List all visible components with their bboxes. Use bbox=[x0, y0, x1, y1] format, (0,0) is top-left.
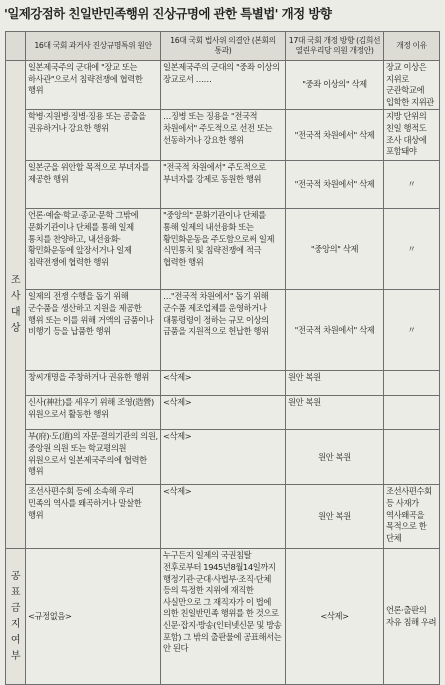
cell-original: 부(府)·도(道)의 자문·결의기관의 의원, 중앙원 의원 또는 학교평의원 위원으로서 일본제국주의에 협력한 행위 bbox=[26, 430, 161, 485]
header-blank bbox=[6, 32, 26, 61]
table-row bbox=[6, 485, 440, 549]
cell-reason bbox=[384, 430, 440, 485]
cell-passed: "전국적 차원에서" 주도적으로 부녀자를 강제로 동원한 행위 bbox=[161, 161, 286, 209]
header-row bbox=[6, 32, 440, 61]
cell-passed: <삭제> bbox=[161, 430, 286, 485]
cell-revision: <삭제> bbox=[286, 549, 384, 685]
table-row bbox=[6, 371, 440, 396]
cell-revision: "전국적 차원에서" 삭제 bbox=[286, 161, 384, 209]
table-row bbox=[6, 161, 440, 209]
cell-passed: <삭제> bbox=[161, 371, 286, 396]
cell-revision: 원안 복원 bbox=[286, 371, 384, 396]
cell-original: <규정없음> bbox=[26, 549, 161, 685]
cell-reason: 〃 bbox=[384, 161, 440, 209]
cell-original: 언론·예술·학교·종교·문학 그밖에 문화기관이나 단체를 통해 일제 통치를 찬양하고, 내선융화·황민화운동에 앞장서거나 일제 침략전쟁에 협력한 행위 bbox=[26, 209, 161, 290]
cell-reason: 언론·출판의 자유 침해 우려 bbox=[384, 549, 440, 685]
cell-revision: "중좌 이상의" 삭제 bbox=[286, 61, 384, 110]
section-publication-ban-label: 공 표 금 지 여 부 bbox=[6, 549, 26, 685]
cell-reason bbox=[384, 396, 440, 430]
table-row bbox=[6, 430, 440, 485]
header-passed-bill: 16대 국회 법사위 의결안 (본회의 통과) bbox=[161, 32, 286, 61]
table-row bbox=[6, 61, 440, 110]
cell-reason bbox=[384, 371, 440, 396]
cell-passed: …"전국적 차원에서" 돕기 위해 군수품 제조업체를 운영하거나 대통령령이 정하는 규모 이상의 금품을 지원적으로 헌납한 행위 bbox=[161, 290, 286, 371]
table-row bbox=[6, 549, 440, 685]
cell-reason: 〃 bbox=[384, 290, 440, 371]
table-row bbox=[6, 110, 440, 161]
cell-passed: 일본제국주의 군대의 "중좌 이상의 장교로서 …… bbox=[161, 61, 286, 110]
section-investigation-label: 조 사 대 상 bbox=[6, 61, 26, 549]
cell-passed: <삭제> bbox=[161, 485, 286, 549]
cell-original: 창씨개명을 주창하거나 권유한 행위 bbox=[26, 371, 161, 396]
table-row bbox=[6, 209, 440, 290]
cell-reason: 조선사편수회 등 사재가 역사왜곡을 목적으로 한 단체 bbox=[384, 485, 440, 549]
cell-revision: 원안 복원 bbox=[286, 396, 384, 430]
cell-passed: 누구든지 일제의 국권침탈 전후로부터 1945년8월14일까지 행정기관·군대·사법부·조직·단체 등의 특정한 지위에 재직한 사실만으로 그 재직자가 이 법에 의한 친일반민족 행위를 한 것으로 신문·잡지·방송(인터넷신문 및 방송 포함) 그 밖의 출판물에 공표해서는 안 된다 bbox=[161, 549, 286, 685]
revision-table bbox=[5, 31, 440, 685]
cell-original: 일본제국주의 군대에 "장교 또는 하사관"으로서 침략전쟁에 협력한 행위 bbox=[26, 61, 161, 110]
cell-revision: "중앙의" 삭제 bbox=[286, 209, 384, 290]
header-original-bill: 16대 국회 과거사 진상규명특위 원안 bbox=[26, 32, 161, 61]
cell-original: 학병·지원병·징병·징용 또는 공출을 권유하거나 강요한 행위 bbox=[26, 110, 161, 161]
cell-passed: …징병 또는 징용을 "전국적 차원에서" 주도적으로 선전 또는 선동하거나 강요한 행위 bbox=[161, 110, 286, 161]
header-reason: 개정 이유 bbox=[384, 32, 440, 61]
cell-passed: <삭제> bbox=[161, 396, 286, 430]
cell-original: 신사(神社)를 세우기 위해 조영(造營)위원으로서 활동한 행위 bbox=[26, 396, 161, 430]
cell-original: 일제의 전쟁 수행을 돕기 위해 군수품을 생산하고 지원을 제공한 행위 또는 이를 위해 거액의 금품이나 비행기 등을 납품한 행위 bbox=[26, 290, 161, 371]
document-title: '일제강점하 친일반민족행위 진상규명에 관한 특별법' 개정 방향 bbox=[4, 6, 332, 21]
cell-reason: 장교 이상은 지위로 군관학교에 입학한 지위관 bbox=[384, 61, 440, 110]
cell-reason: 지방 단위의 친일 행적도 조사 대상에 포함돼야 bbox=[384, 110, 440, 161]
cell-revision: 원안 복원 bbox=[286, 430, 384, 485]
cell-revision: 원안 복원 bbox=[286, 485, 384, 549]
table-row bbox=[6, 396, 440, 430]
table-row bbox=[6, 290, 440, 371]
cell-original: 조선사편수회 등에 소속해 우리 민족의 역사를 왜곡하거나 말살한 행위 bbox=[26, 485, 161, 549]
cell-revision: "전국적 차원에서" 삭제 bbox=[286, 110, 384, 161]
header-17th-revision: 17대 국회 개정 방향 (김희선 열린우리당 의원 개정안) bbox=[286, 32, 384, 61]
cell-revision: "전국적 차원에서" 삭제 bbox=[286, 290, 384, 371]
cell-reason: 〃 bbox=[384, 209, 440, 290]
cell-passed: "중앙의" 문화기관이나 단체를 통해 일제의 내선융화 또는 황민화운동을 주도함으로써 일제 식민통치 및 침략전쟁에 적극 협력한 행위 bbox=[161, 209, 286, 290]
cell-original: 일본군을 위안할 목적으로 부녀자를 제공한 행위 bbox=[26, 161, 161, 209]
